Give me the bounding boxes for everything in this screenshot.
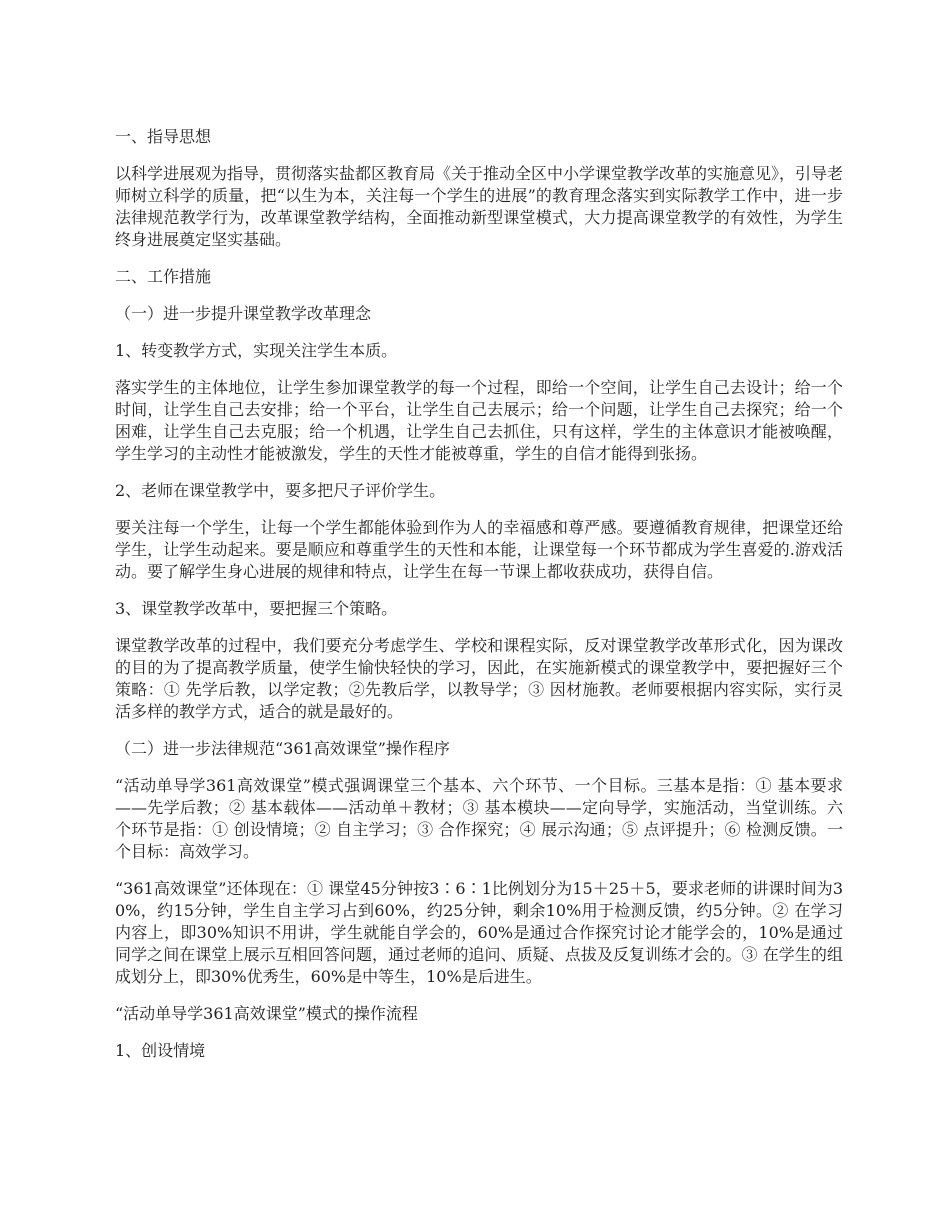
item-heading-create-situation: 1、创设情境 <box>115 1041 206 1060</box>
paragraph-student-subject: 落实学生的主体地位，让学生参加课堂教学的每一个过程，即给一个空间，让学生自己去设计；给一个时间，让学生自己去安排；给一个平台，让学生自己去展示；给一个问题，让学生自己去探究；给一个困难，让学生自己去克服；给一个机遇，让学生自己去抓住，只有这样，学生的主体意识才能被唤醒，学生学习的主动性才能被激发，学生的天性才能被尊重，学生的自信才能得到张扬。 <box>115 378 843 463</box>
section-heading-work-measures: 二、工作措施 <box>115 267 212 286</box>
document-page <box>115 126 843 1077</box>
paragraph-361-details: “361高效课堂”还体现在：① 课堂45分钟按3∶6∶1比例划分为15＋25＋5，要求老师的讲课时间为30%，约15分钟，学生自主学习占到60%，约25分钟，剩余10%用于检测反馈，约5分钟。② 在学习内容上，即30%知识不用讲，学生就能自学会的，60%是通过合作探究讨论才能学会的，10%是通过同学之间在课堂上展示互相回答问题，通过老师的追问、质疑、点拔及反复训练才会的。③ 在学生的组成划分上，即30%优秀生，60%是中等生，10%是后进生。 <box>115 879 843 986</box>
paragraph-guiding-ideology: 以科学进展观为指导，贯彻落实盐都区教育局《关于推动全区中小学课堂教学改革的实施意见》，引导老师树立科学的质量，把“以生为本，关注每一个学生的进展”的教育理念落实到实际教学工作中，进一步法律规范教学行为，改革课堂教学结构，全面推动新型课堂模式，大力提高课堂教学的有效性，为学生终身进展奠定坚实基础。 <box>115 164 844 249</box>
subsection-heading-reform-concept: （一）进一步提升课堂教学改革理念 <box>115 304 372 323</box>
section-heading-guiding-ideology: 一、指导思想 <box>115 127 212 146</box>
item-heading-evaluate-students: 2、老师在课堂教学中，要多把尺子评价学生。 <box>115 481 446 500</box>
item-heading-teaching-method: 1、转变教学方式，实现关注学生本质。 <box>115 341 398 360</box>
item-heading-three-strategies: 3、课堂教学改革中，要把握三个策略。 <box>115 599 398 618</box>
paragraph-361-model: “活动单导学361高效课堂”模式强调课堂三个基本、六个环节、一个目标。三基本是指：① 基本要求——先学后教；② 基本载体——活动单＋教材；③ 基本模块——定向导学，实施活动，当堂训练。六个环节是指：① 创设情境；② 自主学习；③ 合作探究；④ 展示沟通；⑤ 点评提升；⑥ 检测反馈。一个目标：高效学习。 <box>115 776 843 861</box>
subsection-heading-361-procedure: （二）进一步法律规范“361高效课堂”操作程序 <box>115 739 450 758</box>
paragraph-reform-strategies: 课堂教学改革的过程中，我们要充分考虑学生、学校和课程实际，反对课堂教学改革形式化，因为课改的目的为了提高教学质量，使学生愉快轻快的学习，因此，在实施新模式的课堂教学中，要把握好三个策略：① 先学后教，以学定教；②先教后学，以教导学；③ 因材施教。老师要根据内容实际，实行灵活多样的教学方式，适合的就是最好的。 <box>115 636 843 721</box>
heading-operation-flow: “活动单导学361高效课堂”模式的操作流程 <box>115 1004 418 1023</box>
paragraph-care-every-student: 要关注每一个学生，让每一个学生都能体验到作为人的幸福感和尊严感。要遵循教育规律，把课堂还给学生，让学生动起来。要是顺应和尊重学生的天性和本能，让课堂每一个环节都成为学生喜爱的.游戏活动。要了解学生身心进展的规律和特点，让学生在每一节课上都收获成功，获得自信。 <box>115 518 843 581</box>
